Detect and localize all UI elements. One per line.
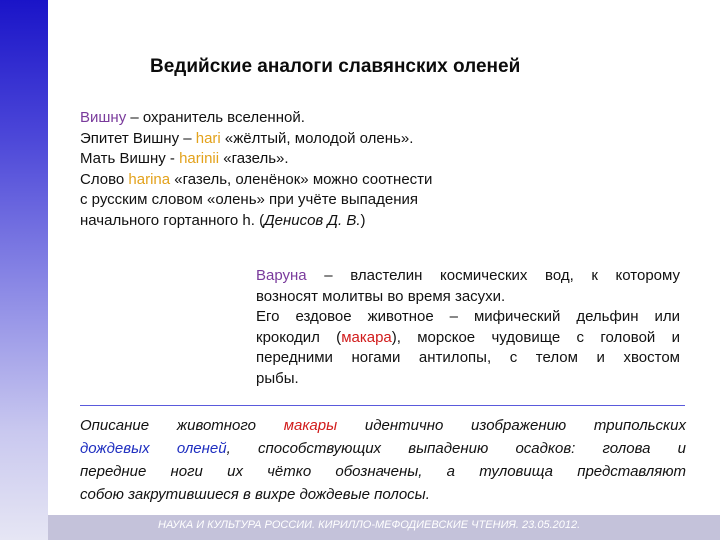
text-line: передними ногами антилопы, с телом и хвостом	[256, 349, 680, 366]
text-span: Описание животного	[80, 417, 284, 434]
text-line	[80, 437, 686, 460]
term-rain-deer: дождевых оленей	[80, 440, 227, 457]
text-span: Слово	[80, 170, 129, 188]
term-harina: harina	[128, 170, 171, 188]
term-makara: макара	[341, 328, 392, 346]
text-line	[80, 149, 550, 170]
text-span: ), морское чудовище с головой и	[391, 328, 680, 346]
term-makary: макары	[283, 417, 338, 434]
vishnu-paragraph	[80, 108, 550, 231]
text-line	[256, 328, 680, 349]
text-span: )	[360, 211, 366, 229]
text-span: Эпитет Вишну –	[80, 129, 196, 147]
text-span: , способствующих выпадению осадков: голова и	[226, 440, 686, 457]
varuna-paragraph	[256, 266, 680, 389]
footer-text: НАУКА И КУЛЬТУРА РОССИИ. КИРИЛЛО-МЕФОДИЕВСКИЕ ЧТЕНИЯ. 23.05.2012.	[158, 519, 581, 531]
term-varuna: Варуна	[256, 267, 307, 284]
text-line: Его ездовое животное – мифический дельфин или	[256, 308, 680, 325]
text-line	[256, 266, 680, 287]
text-span: крокодил (	[256, 328, 342, 346]
text-line	[80, 414, 686, 437]
text-line: с русским словом «олень» при учёте выпадения	[80, 191, 419, 208]
text-line	[80, 108, 550, 129]
text-line	[80, 129, 550, 150]
text-span: «жёлтый, молодой олень».	[220, 129, 414, 147]
description-paragraph	[80, 414, 686, 506]
text-line: передние ноги их чётко обозначены, а туловища представляют	[80, 463, 686, 480]
text-span: – охранитель вселенной.	[126, 109, 305, 126]
text-line: собою закрутившиеся в вихре дождевые полосы.	[80, 486, 430, 503]
text-span: Мать Вишну -	[80, 150, 180, 167]
text-span: – властелин космических вод, к которому	[306, 267, 680, 284]
left-gradient-bar	[0, 0, 48, 540]
text-line: рыбы.	[256, 369, 299, 387]
text-line	[80, 211, 550, 232]
slide-title: Ведийские аналоги славянских оленей	[150, 56, 521, 77]
text-line: возносят молитвы во время засухи.	[256, 287, 506, 305]
text-span: начального гортанного h. (	[80, 211, 265, 229]
term-hari: hari	[195, 129, 221, 147]
text-span: «газель, оленёнок» можно соотнести	[170, 170, 433, 188]
term-vishnu: Вишну	[80, 109, 127, 126]
author-citation: Денисов Д. В.	[264, 211, 361, 229]
divider-line	[80, 405, 685, 406]
text-span: «газель».	[219, 150, 289, 167]
text-span: идентично изображению трипольских	[337, 417, 686, 434]
text-line	[80, 170, 550, 191]
term-harinii: harinii	[179, 150, 220, 167]
